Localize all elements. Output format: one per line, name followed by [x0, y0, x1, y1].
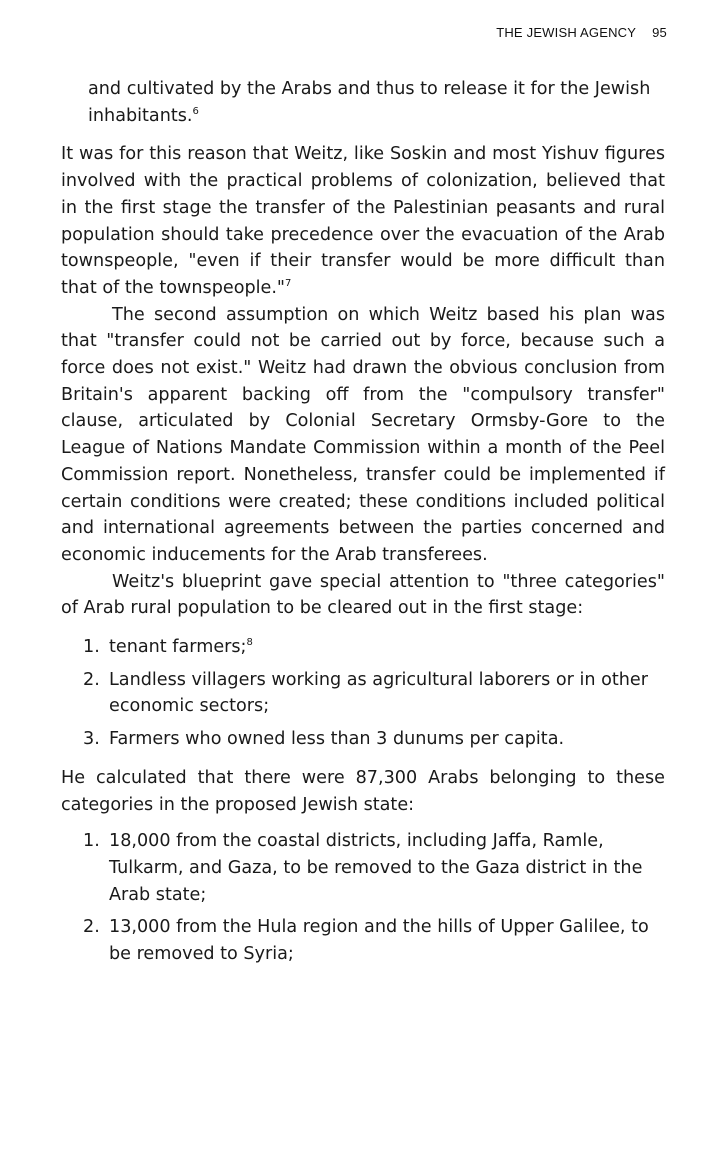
list-number: 2.: [83, 669, 100, 690]
body-text: [61, 76, 665, 978]
paragraph-text: He calculated that there were 87,300 Arabs belonging to these categories in the proposed Jewish state:: [61, 767, 665, 815]
running-header: [496, 25, 667, 40]
paragraph-text: The second assumption on which Weitz based his plan was that "transfer could not be carried out by force, because such a force does not exist." Weitz had drawn the obvious conclusion from Britain's apparent backing off from the "compulsory transfer" clause, articulated by Colonial Secretary Ormsby-Gore to the League of Nations Mandate Commission within a month of the Peel Commission report. Nonetheless, transfer could be implemented if certain conditions were created; these conditions included political and international agreements between the parties concerned and economic inducements for the Arab transferees.: [61, 304, 665, 565]
list-number: 1.: [83, 637, 100, 658]
list-item-text: tenant farmers;: [109, 637, 247, 658]
footnote-ref-6: 6: [192, 105, 199, 117]
quote-text: and cultivated by the Arabs and thus to release it for the Jewish inhabitants.: [88, 79, 651, 126]
paragraph-second-assumption: [61, 302, 665, 569]
categories-list: [61, 634, 665, 753]
paragraph-blueprint: [61, 569, 665, 622]
block-quote: [88, 76, 665, 129]
paragraph-calculation: [61, 765, 665, 818]
districts-list: [61, 828, 665, 968]
list-number: 3.: [83, 729, 100, 750]
list-item-text: 13,000 from the Hula region and the hills of Upper Galilee, to be removed to Syria;: [109, 917, 649, 965]
list-item-text: 18,000 from the coastal districts, including Jaffa, Ramle, Tulkarm, and Gaza, to be removed to the Gaza district in the Arab state;: [109, 831, 643, 905]
paragraph-weitz-transfer: [61, 141, 665, 301]
footnote-ref-8: 8: [246, 637, 253, 649]
list-item: [61, 667, 665, 720]
list-item: [61, 634, 665, 661]
list-number: 2.: [83, 917, 100, 938]
list-item-text: Landless villagers working as agricultural laborers or in other economic sectors;: [109, 669, 648, 717]
paragraph-text: It was for this reason that Weitz, like Soskin and most Yishuv figures involved with the practical problems of colonization, believed that in the first stage the transfer of the Palestinian peasants and rural population should take precedence over the evacuation of the Arab townspeople, "even if their transfer would be more difficult than that of the townspeople.": [61, 144, 665, 298]
paragraph-text: Weitz's blueprint gave special attention to "three categories" of Arab rural population to be cleared out in the first stage:: [61, 571, 665, 619]
list-item: [61, 726, 665, 753]
list-item-text: Farmers who owned less than 3 dunums per capita.: [109, 729, 565, 750]
list-number: 1.: [83, 831, 100, 852]
running-title: THE JEWISH AGENCY: [496, 25, 637, 40]
list-item: [61, 828, 665, 908]
page-number: 95: [652, 25, 667, 40]
list-item: [61, 914, 665, 967]
footnote-ref-7: 7: [285, 278, 292, 290]
